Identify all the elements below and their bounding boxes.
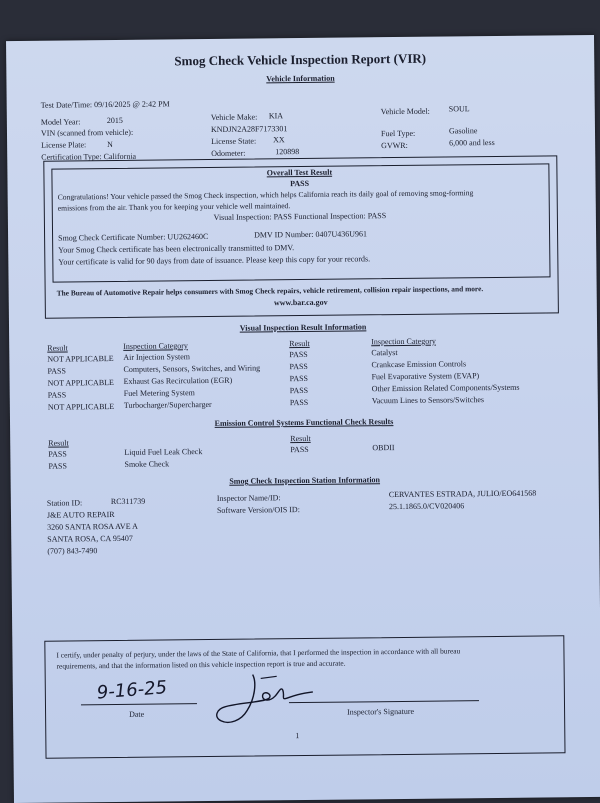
visual-row-category: Air Injection System	[123, 352, 191, 362]
date-label: Date	[129, 709, 145, 719]
visual-category-label-right: Inspection Category	[371, 336, 436, 347]
visual-row-category: Other Emission Related Components/Systems	[371, 382, 520, 394]
visual-row-category: Turbocharger/Supercharger	[123, 399, 212, 410]
odometer-label: Odometer:	[211, 148, 246, 158]
visual-functional-result: Visual Inspection: PASS Functional Inspection: PASS	[213, 211, 387, 222]
emission-row-category: Smoke Check	[124, 459, 170, 469]
license-state-label: License State:	[211, 136, 257, 146]
certify-line-2: requirements, and that the information listed on this vehicle inspection report is true and accurate.	[56, 658, 346, 671]
visual-row-category: Computers, Sensors, Switches, and Wiring	[123, 363, 261, 374]
model-year-value: 2015	[106, 115, 123, 126]
signature-label: Inspector's Signature	[347, 706, 415, 717]
overall-result-header: Overall Test Result	[266, 167, 333, 178]
license-state-value: XX	[273, 135, 285, 145]
station-phone: (707) 843-7490	[47, 546, 98, 556]
visual-row-category: Crankcase Emission Controls	[371, 359, 467, 370]
congrats-line-1: Congratulations! Your vehicle passed the Smog Check inspection, which helps California reach its daily goal of removing smog-forming	[57, 188, 474, 202]
station-id-label: Station ID:	[46, 498, 83, 508]
license-plate-value: N	[107, 139, 113, 150]
gvwr-label: GVWR:	[381, 140, 408, 151]
visual-row-result: PASS	[289, 349, 308, 360]
page-number: 1	[295, 731, 300, 741]
visual-category-label-left: Inspection Category	[123, 341, 188, 351]
station-info-header: Smog Check Inspection Station Information	[229, 475, 381, 486]
inspector-label: Inspector Name/ID:	[216, 493, 281, 503]
gvwr-value: 6,000 and less	[449, 137, 495, 148]
transmitted-note: Your Smog Check certificate has been electronically transmitted to DMV.	[58, 243, 295, 255]
overall-result-value: PASS	[290, 178, 310, 189]
bar-website: www.bar.ca.gov	[273, 297, 328, 308]
visual-row-result: NOT APPLICABLE	[47, 377, 114, 388]
station-address-2: SANTA ROSA, CA 95407	[47, 533, 133, 544]
station-name: J&E AUTO REPAIR	[46, 509, 115, 520]
make-value: KIA	[268, 111, 284, 121]
emission-row-result: PASS	[290, 444, 309, 455]
emission-check-header: Emission Control Systems Functional Check Results	[214, 417, 394, 428]
emission-row-category: OBDII	[372, 443, 395, 453]
congrats-line-2: emissions from the air. Thank you for keeping your vehicle well maintained.	[57, 201, 291, 213]
model-year-label: Model Year:	[40, 117, 81, 127]
vehicle-info-header: Vehicle Information	[266, 73, 335, 84]
validity-note: Your certificate is valid for 90 days from date of issuance. Please keep this copy for your records.	[58, 254, 371, 267]
visual-result-label-right: Result	[289, 338, 310, 349]
bar-notice: The Bureau of Automotive Repair helps consumers with Smog Check repairs, vehicle retirement, collision repair inspections, and more.	[56, 284, 484, 298]
visual-row-result: PASS	[289, 373, 309, 384]
inspection-report-page	[6, 35, 600, 803]
visual-row-result: PASS	[289, 385, 309, 396]
fuel-type-value: Gasoline	[448, 126, 478, 136]
report-title: Smog Check Vehicle Inspection Report (VIR)	[174, 50, 427, 69]
visual-row-result: PASS	[47, 366, 66, 376]
test-date: Test Date/Time: 09/16/2025 @ 2:42 PM	[40, 99, 170, 110]
emission-row-category: Liquid Fuel Leak Check	[124, 447, 203, 457]
certificate-number: Smog Check Certificate Number: UU262460C	[58, 231, 209, 243]
visual-row-result: PASS	[289, 397, 309, 408]
license-plate-label: License Plate:	[41, 140, 87, 150]
visual-row-category: Exhaust Gas Recirculation (EGR)	[123, 375, 233, 386]
visual-inspection-header: Visual Inspection Result Information	[239, 322, 367, 333]
emission-result-label-right: Result	[290, 433, 311, 444]
visual-row-result: NOT APPLICABLE	[47, 353, 114, 364]
certify-line-1: I certify, under penalty of perjury, under the laws of the State of California, that I performed the inspection in accordance with all bureau	[56, 646, 461, 660]
odometer-value: 120898	[275, 147, 300, 157]
software-label: Software Version/OIS ID:	[216, 505, 300, 515]
inspector-value: CERVANTES ESTRADA, JULIO/EO641568	[388, 488, 537, 500]
visual-row-result: PASS	[289, 361, 308, 372]
model-label: Vehicle Model:	[380, 106, 430, 117]
visual-row-result: PASS	[47, 390, 67, 400]
visual-row-result: NOT APPLICABLE	[47, 401, 115, 412]
emission-row-result: PASS	[48, 461, 67, 471]
visual-row-category: Fuel Metering System	[123, 388, 195, 398]
emission-row-result: PASS	[48, 449, 67, 459]
inspector-signature	[203, 668, 324, 729]
certification-type: Certification Type: California	[41, 151, 137, 162]
visual-row-category: Vacuum Lines to Sensors/Switches	[371, 395, 485, 406]
handwritten-date: 9-16-25	[96, 677, 168, 704]
vin-label: VIN (scanned from vehicle):	[40, 127, 134, 138]
model-value: SOUL	[448, 104, 470, 114]
visual-result-label-left: Result	[47, 343, 68, 353]
software-value: 25.1.1865.0/CV020406	[388, 501, 465, 512]
vin-value: KNDJN2A28F7173301	[210, 124, 288, 134]
visual-row-category: Fuel Evaporative System (EVAP)	[371, 371, 480, 382]
visual-row-category: Catalyst	[371, 348, 398, 358]
fuel-type-label: Fuel Type:	[380, 128, 416, 139]
make-label: Vehicle Make:	[210, 112, 258, 122]
station-id-value: RC311739	[110, 496, 146, 507]
dmv-id-number: DMV ID Number: 0407U436U961	[254, 229, 368, 240]
emission-result-label-left: Result	[48, 438, 69, 448]
station-address-1: 3260 SANTA ROSA AVE A	[47, 521, 138, 532]
